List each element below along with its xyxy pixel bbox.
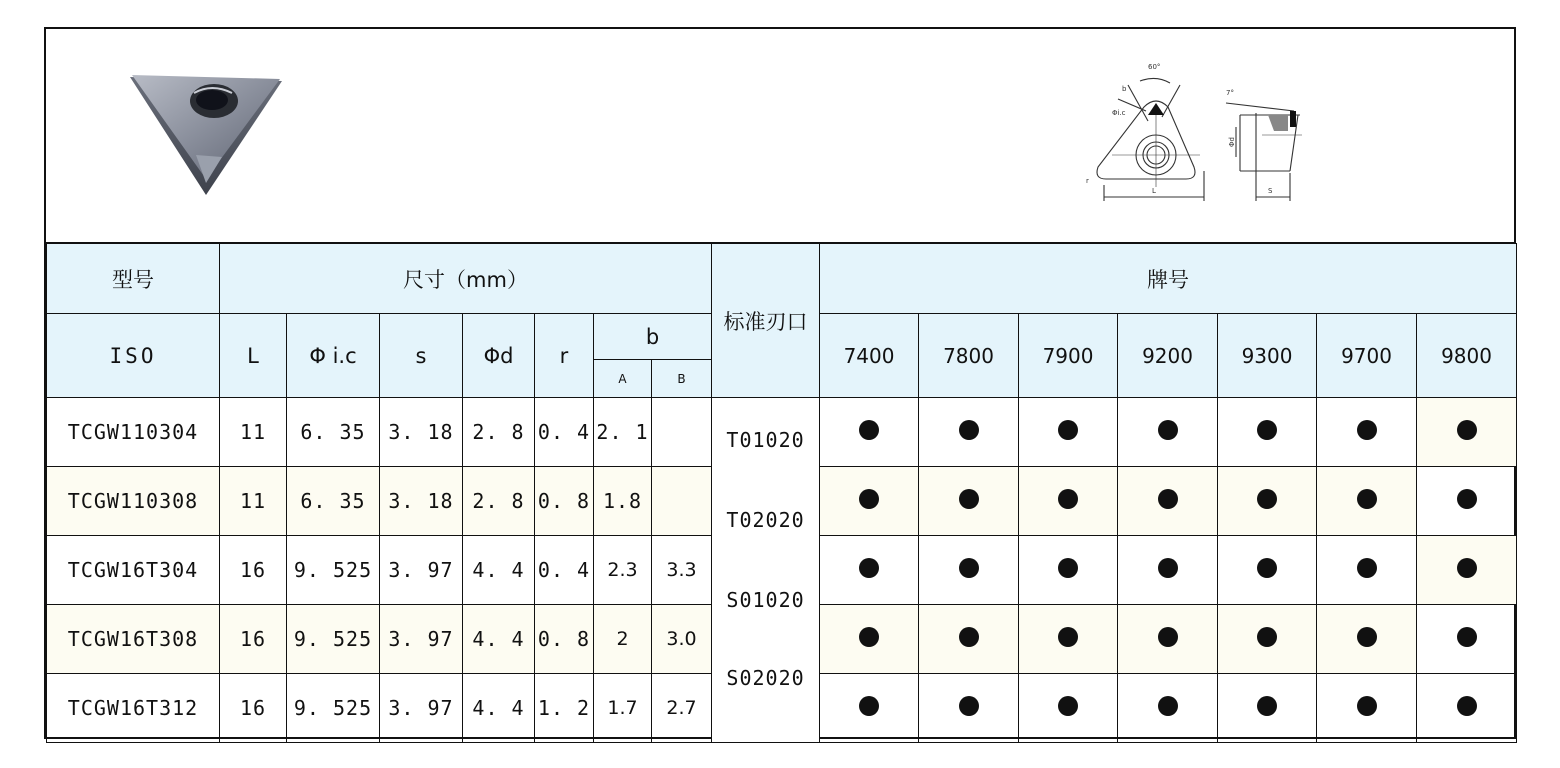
iso-code: TCGW110304 [47,398,220,467]
value-bA: 2. 1 [594,398,652,467]
grade-mark [820,536,919,605]
grade-7400: 7400 [820,314,919,398]
grade-mark [919,536,1019,605]
grade-header: 牌号 [820,244,1517,314]
grade-9300: 9300 [1218,314,1317,398]
availability-dot [1257,489,1277,509]
value-L: 16 [220,536,287,605]
value-L: 11 [220,467,287,536]
availability-dot [1158,489,1178,509]
col-b-header: b [594,314,712,360]
availability-dot [1357,558,1377,578]
availability-dot [1357,696,1377,716]
iso-code: TCGW110308 [47,467,220,536]
availability-dot [1058,489,1078,509]
value-s: 3. 97 [380,605,463,674]
availability-dot [1457,696,1477,716]
standard-edge-header: 标准刃口 [712,244,820,398]
insert-photo [126,71,286,201]
col-d-header: Φd [463,314,535,398]
availability-dot [1058,696,1078,716]
availability-dot [959,489,979,509]
grade-mark [1218,398,1317,467]
value-bA: 1.8 [594,467,652,536]
table-row [47,398,1517,467]
grade-mark [1118,605,1218,674]
grade-7900: 7900 [1019,314,1118,398]
value-r: 0. 4 [535,398,594,467]
value-bB: 2.7 [652,674,712,743]
d-label: Φd [1228,137,1236,147]
grade-mark [919,605,1019,674]
L-label: L [1152,187,1156,195]
r-label: r [1086,177,1089,185]
angle-label: 60° [1148,63,1161,71]
grade-mark [1218,467,1317,536]
grade-mark [1417,605,1517,674]
grade-9800: 9800 [1417,314,1517,398]
grade-mark [1118,398,1218,467]
value-bA: 2.3 [594,536,652,605]
availability-dot [1357,627,1377,647]
value-d: 4. 4 [463,536,535,605]
model-header: 型号 [47,244,220,314]
availability-dot [1457,489,1477,509]
availability-dot [959,627,979,647]
col-bA-header: A [594,360,652,398]
col-L-header: L [220,314,287,398]
availability-dot [1257,696,1277,716]
grade-mark [1417,398,1517,467]
availability-dot [1158,627,1178,647]
product-image-panel [46,29,1514,244]
grade-mark [1019,398,1118,467]
availability-dot [1357,420,1377,440]
grade-mark [1019,605,1118,674]
edge-code: T02020 [726,508,805,532]
availability-dot [1257,627,1277,647]
iso-code: TCGW16T312 [47,674,220,743]
availability-dot [1158,420,1178,440]
edge-code: S01020 [726,588,805,612]
grade-7800: 7800 [919,314,1019,398]
grade-mark [1317,674,1417,743]
grade-mark [1019,536,1118,605]
clearance-label: 7° [1226,89,1234,97]
value-bB: 3.0 [652,605,712,674]
value-ic: 6. 35 [287,398,380,467]
availability-dot [859,627,879,647]
availability-dot [1357,489,1377,509]
availability-dot [959,696,979,716]
grade-mark [1019,674,1118,743]
b-label: b [1122,85,1127,93]
value-r: 0. 8 [535,605,594,674]
availability-dot [859,558,879,578]
grade-9200: 9200 [1118,314,1218,398]
grade-mark [820,674,919,743]
value-r: 0. 4 [535,536,594,605]
value-bB [652,398,712,467]
value-bB: 3.3 [652,536,712,605]
availability-dot [1457,627,1477,647]
value-s: 3. 18 [380,467,463,536]
col-bB-header: B [652,360,712,398]
grade-mark [1019,467,1118,536]
availability-dot [1058,420,1078,440]
grade-mark [1317,467,1417,536]
grade-mark [1417,467,1517,536]
grade-mark [820,398,919,467]
ic-label: Φi.c [1112,109,1126,117]
availability-dot [1158,558,1178,578]
grade-mark [1417,536,1517,605]
availability-dot [1257,420,1277,440]
value-bB [652,467,712,536]
availability-dot [859,696,879,716]
iso-code: TCGW16T304 [47,536,220,605]
value-L: 11 [220,398,287,467]
value-ic: 6. 35 [287,467,380,536]
value-s: 3. 97 [380,674,463,743]
availability-dot [1257,558,1277,578]
grade-mark [1417,674,1517,743]
grade-mark [1118,467,1218,536]
value-ic: 9. 525 [287,605,380,674]
col-s-header: s [380,314,463,398]
availability-dot [959,420,979,440]
value-s: 3. 18 [380,398,463,467]
iso-header: ISO [47,314,220,398]
grade-mark [1218,674,1317,743]
value-bA: 2 [594,605,652,674]
value-d: 2. 8 [463,398,535,467]
value-ic: 9. 525 [287,674,380,743]
grade-mark [1218,536,1317,605]
value-d: 4. 4 [463,605,535,674]
availability-dot [1457,420,1477,440]
value-bA: 1.7 [594,674,652,743]
grade-mark [820,605,919,674]
availability-dot [959,558,979,578]
value-s: 3. 97 [380,536,463,605]
grade-mark [1317,536,1417,605]
edge-code: T01020 [726,428,805,452]
insert-technical-drawing [1062,55,1302,215]
s-label: S [1268,187,1273,195]
col-ic-header: Φ i.c [287,314,380,398]
grade-mark [1218,605,1317,674]
dimensions-header: 尺寸（mm） [220,244,712,314]
value-d: 2. 8 [463,467,535,536]
availability-dot [1058,558,1078,578]
availability-dot [1058,627,1078,647]
grade-mark [919,674,1019,743]
edge-code: S02020 [726,666,805,690]
spec-table [46,243,1517,743]
grade-mark [1317,398,1417,467]
standard-edge-cell [712,398,820,743]
catalog-frame [44,27,1516,739]
grade-mark [1118,536,1218,605]
grade-mark [820,467,919,536]
grade-mark [919,467,1019,536]
availability-dot [1158,696,1178,716]
grade-9700: 9700 [1317,314,1417,398]
value-ic: 9. 525 [287,536,380,605]
value-d: 4. 4 [463,674,535,743]
grade-mark [919,398,1019,467]
value-L: 16 [220,674,287,743]
grade-mark [1317,605,1417,674]
iso-code: TCGW16T308 [47,605,220,674]
value-r: 1. 2 [535,674,594,743]
grade-mark [1118,674,1218,743]
value-r: 0. 8 [535,467,594,536]
col-r-header: r [535,314,594,398]
availability-dot [859,420,879,440]
availability-dot [1457,558,1477,578]
value-L: 16 [220,605,287,674]
availability-dot [859,489,879,509]
